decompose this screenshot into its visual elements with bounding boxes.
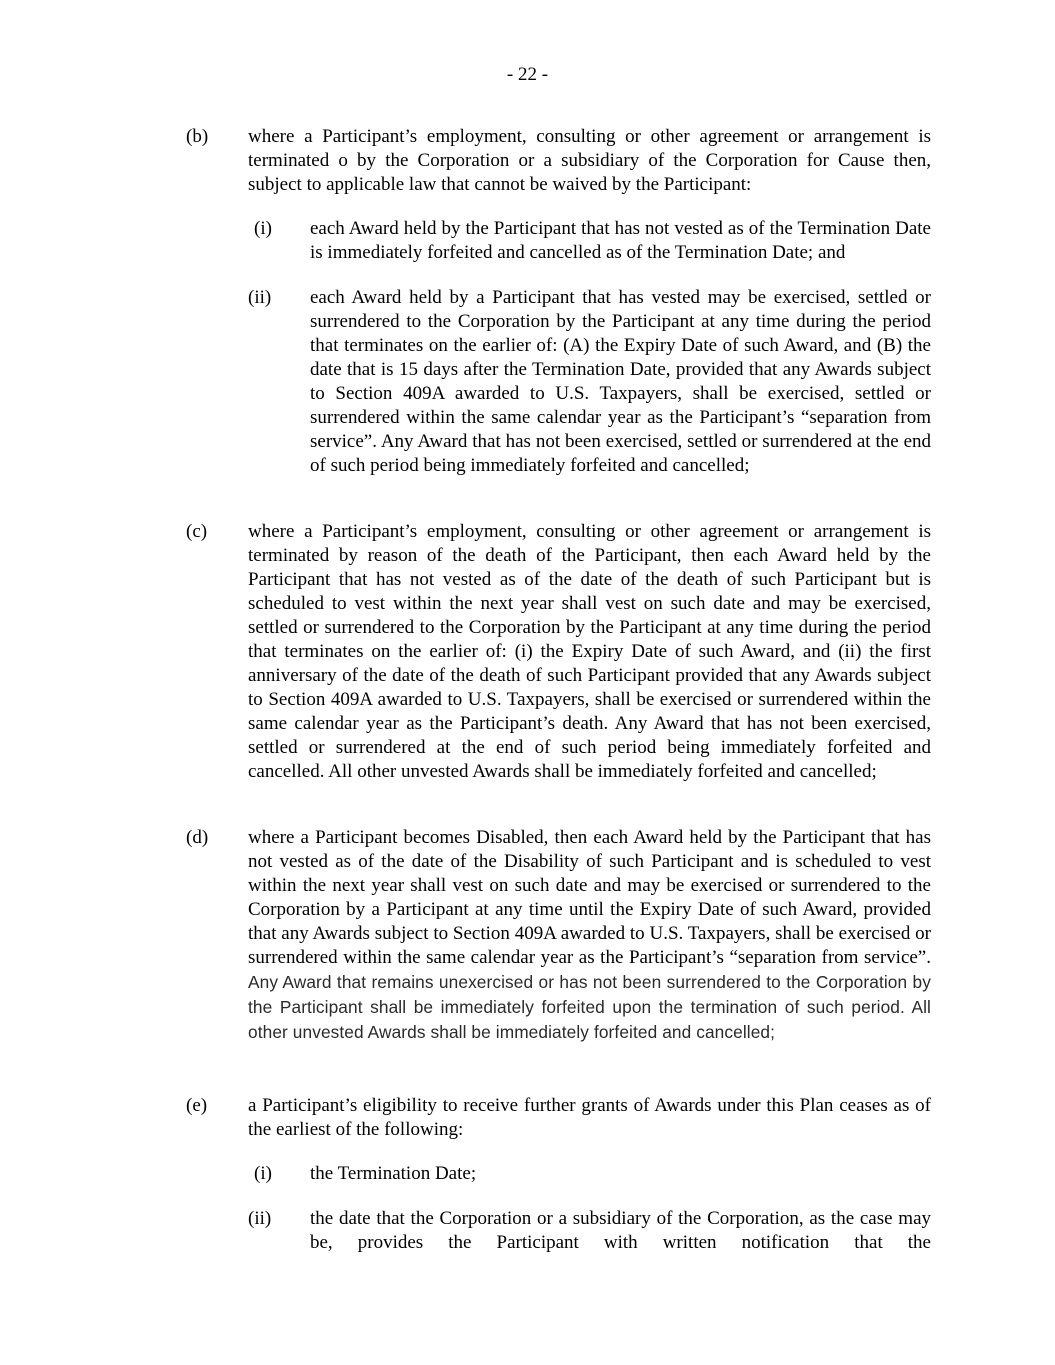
clause-b-ii [248, 286, 931, 478]
clause-b-i-label: (i) [254, 218, 272, 239]
clause-b-label: (b) [186, 126, 209, 147]
clause-e-i-text: the Termination Date; [310, 1163, 477, 1184]
clause-b [186, 125, 931, 197]
clause-e [186, 1094, 931, 1142]
clause-d-label: (d) [186, 827, 209, 848]
clause-d-text-serif: where a Participant becomes Disabled, then each Award held by the Participant that has not vested as of the date of the Disability of such Participant and is scheduled to vest within the next year shall vest on such date and may be exercised or surrendered to the Corporation by a Participant at any time until the Expiry Date of such Award, provided that any Awards subject to Section 409A awarded to U.S. Taxpayers, shall be exercised or surrendered within the same calendar year as the Participant’s “separation from service”. [248, 827, 931, 968]
clause-b-text: where a Participant’s employment, consulting or other agreement or arrangement is terminated o by the Corporation or a subsidiary of the Corporation for Cause then, subject to applicable law that cannot be waived by the Participant: [248, 126, 931, 195]
clause-c-text: where a Participant’s employment, consulting or other agreement or arrangement is terminated by reason of the death of the Participant, then each Award held by the Participant that has not vested as of the date of the death of such Participant but is scheduled to vest within the next year shall vest on such date and may be exercised, settled or surrendered to the Corporation by the Participant at any time during the period that terminates on the earlier of: (i) the Expiry Date of such Award, and (ii) the first anniversary of the date of the death of such Participant provided that any Awards subject to Section 409A awarded to U.S. Taxpayers, shall be exercised or surrendered within the same calendar year as the Participant’s death. Any Award that has not been exercised, settled or surrendered at the end of such period being immediately forfeited and cancelled. All other unvested Awards shall be immediately forfeited and cancelled; [248, 521, 931, 782]
clause-e-ii-label: (ii) [248, 1208, 272, 1229]
clause-e-ii [248, 1207, 931, 1255]
clause-e-i [248, 1162, 931, 1186]
clause-e-i-label: (i) [254, 1163, 272, 1184]
page-number: - 22 - [506, 64, 549, 85]
clause-b-ii-label: (ii) [248, 287, 272, 308]
clause-b-i [248, 217, 931, 265]
clause-d [186, 826, 931, 1045]
clause-c-label: (c) [186, 521, 208, 542]
clause-b-i-text: each Award held by the Participant that has not vested as of the Termination Date is immediately forfeited and cancelled as of the Termination Date; and [310, 218, 931, 263]
clause-e-label: (e) [186, 1095, 208, 1116]
clause-b-ii-text: each Award held by a Participant that has vested may be exercised, settled or surrendered to the Corporation by the Participant at any time during the period that terminates on the earlier of: (A) the Expiry Date of such Award, and (B) the date that is 15 days after the Termination Date, provided that any Awards subject to Section 409A awarded to U.S. Taxpayers, shall be exercised, settled or surrendered within the same calendar year as the Participant’s “separation from service”. Any Award that has not been exercised, settled or surrendered at the end of such period being immediately forfeited and cancelled; [310, 287, 931, 476]
clause-c [186, 520, 931, 784]
clause-d-text-sans: Any Award that remains unexercised or has not been surrendered to the Corporation by the Participant shall be immediately forfeited upon the termination of such period. All other unvested Awards shall be immediately forfeited and cancelled; [248, 972, 931, 1042]
clause-e-ii-text: the date that the Corporation or a subsidiary of the Corporation, as the case may be, provides the Participant with written notification that the [310, 1208, 931, 1253]
clause-d-text [248, 826, 931, 1045]
clause-e-text: a Participant’s eligibility to receive further grants of Awards under this Plan ceases as of the earliest of the following: [248, 1095, 931, 1140]
